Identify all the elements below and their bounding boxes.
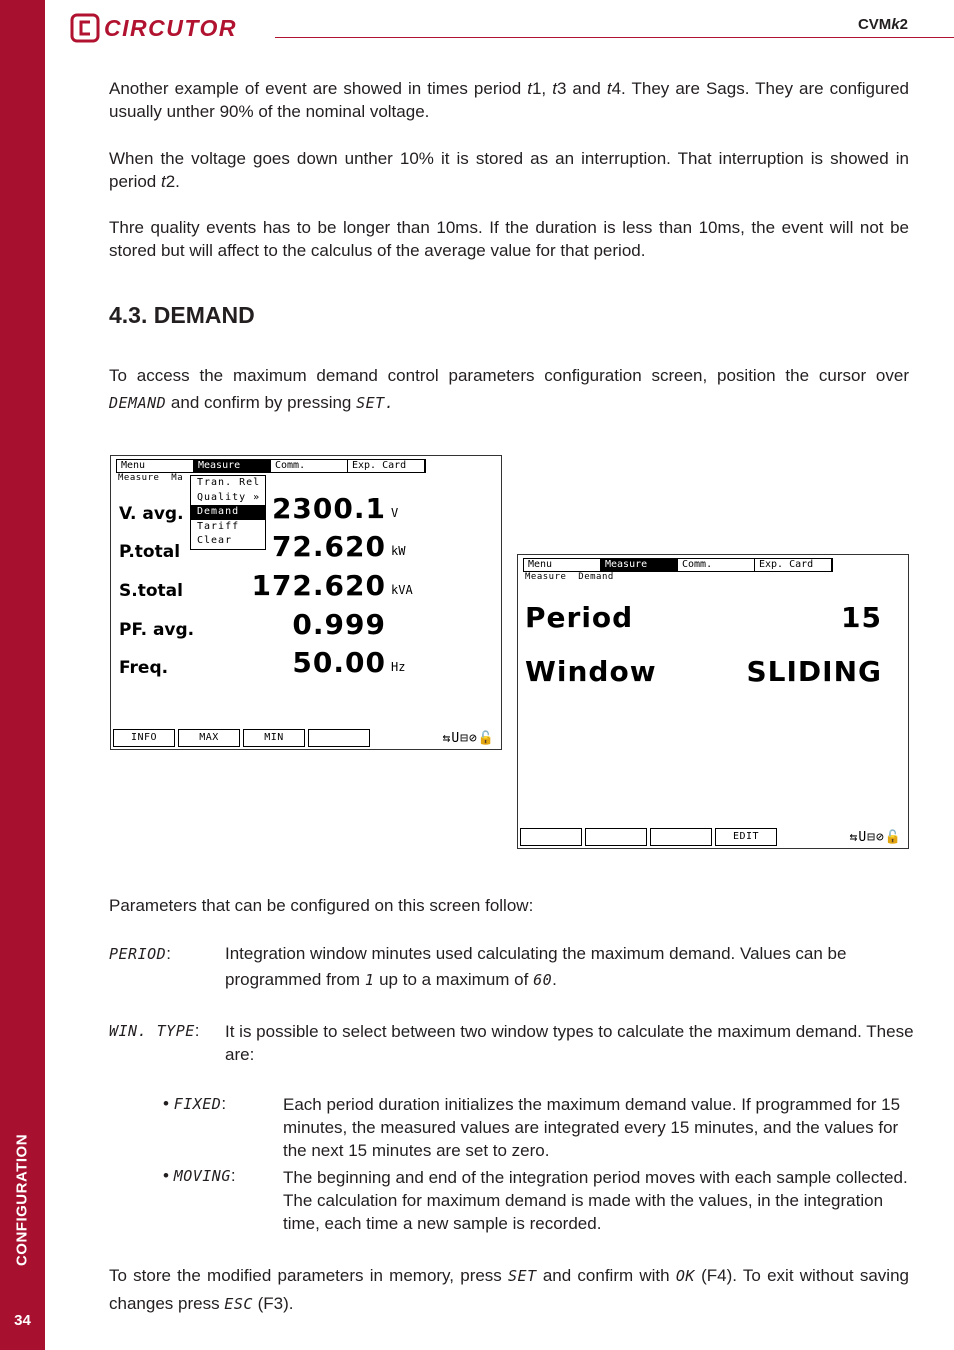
row-value-p-total: 72.620 bbox=[271, 530, 386, 563]
access-paragraph: To access the maximum demand control parameters configuration screen, position the cursor over DEMAND and confirm by pressing SET. bbox=[109, 366, 909, 412]
lcd-screen-measure bbox=[110, 455, 502, 750]
param-period-key: PERIOD: bbox=[109, 944, 171, 963]
intro-paragraph-2: When the voltage goes down unther 10% it is stored as an interruption. That interruption is showed in period t2. bbox=[109, 149, 909, 191]
row-value-s-total: 172.620 bbox=[251, 569, 386, 602]
brand-name: CIRCUTOR bbox=[104, 14, 237, 41]
status-icons: ⇆U⊟⊘🔓 bbox=[849, 830, 902, 845]
fkey-empty-3[interactable] bbox=[650, 828, 712, 846]
row-unit-s-total: kVA bbox=[391, 583, 413, 597]
lcd-breadcrumb: Measure Demand bbox=[525, 572, 614, 582]
bullet-fixed-text: Each period duration initializes the maximum demand value. If programmed for 15 minutes, the measured values are integrated every 15 minutes, and the values for the next 15 minutes are set to zero. bbox=[283, 1095, 901, 1160]
row-label-p-total: P.total bbox=[119, 542, 181, 562]
lcd-breadcrumb: Measure Ma bbox=[118, 473, 184, 483]
dropdown-item-tariff[interactable]: Tariff bbox=[197, 520, 240, 532]
row-label-v-avg: V. avg. bbox=[119, 504, 184, 524]
measure-dropdown bbox=[190, 475, 266, 550]
row-value-v-avg: 2300.1 bbox=[271, 492, 386, 525]
menu-item-menu[interactable]: Menu bbox=[524, 559, 601, 571]
dropdown-item-quality[interactable]: Quality » bbox=[197, 491, 261, 503]
sidebar bbox=[0, 0, 45, 1350]
bullet-moving-text: The beginning and end of the integration period moves with each sample collected. The calculation for maximum demand is made with the values, in the integration time, each time a new sample is recorded. bbox=[283, 1168, 908, 1233]
menu-item-exp-card[interactable]: Exp. Card bbox=[755, 559, 832, 571]
lcd-screen-demand bbox=[517, 554, 909, 849]
param-win-type-key: WIN. TYPE: bbox=[109, 1021, 200, 1040]
row-label-s-total: S.total bbox=[119, 581, 183, 601]
menu-item-menu[interactable]: Menu bbox=[117, 460, 194, 472]
fkey-edit[interactable]: EDIT bbox=[715, 828, 777, 846]
section-title: 4.3. DEMAND bbox=[109, 302, 255, 328]
page-number: 34 bbox=[14, 1312, 31, 1329]
window-value: SLIDING bbox=[746, 655, 882, 688]
lcd-menubar bbox=[116, 459, 426, 473]
intro-paragraph-3: Thre quality events has to be longer than 10ms. If the duration is less than 10ms, the event will not be stored but will affect to the calculus of the average value for that period. bbox=[109, 218, 909, 260]
dropdown-item-tran-rel[interactable]: Tran. Rel bbox=[197, 477, 261, 488]
fkey-max[interactable]: MAX bbox=[178, 729, 240, 747]
param-period-text: Integration window minutes used calculating the maximum demand. Values can be programmed from 1 up to a maximum of 60. bbox=[225, 944, 847, 989]
row-unit-freq: Hz bbox=[391, 660, 406, 674]
bullet-moving-key: • MOVING: bbox=[163, 1166, 236, 1185]
row-label-freq: Freq. bbox=[119, 658, 169, 678]
menu-item-measure[interactable]: Measure bbox=[194, 460, 271, 472]
fkey-empty-1[interactable] bbox=[520, 828, 582, 846]
model-name: CVMk2 bbox=[857, 16, 908, 33]
bullet-fixed-key: • FIXED: bbox=[163, 1094, 227, 1113]
header-rule bbox=[275, 37, 954, 38]
lcd-menubar bbox=[523, 558, 833, 572]
function-keys bbox=[113, 729, 370, 747]
menu-item-measure[interactable]: Measure bbox=[601, 559, 678, 571]
params-intro: Parameters that can be configured on this screen follow: bbox=[109, 896, 534, 915]
menu-item-exp-card[interactable]: Exp. Card bbox=[348, 460, 425, 472]
dropdown-item-demand[interactable]: Demand bbox=[191, 505, 265, 520]
fkey-empty-2[interactable] bbox=[585, 828, 647, 846]
fkey-empty[interactable] bbox=[308, 729, 370, 747]
fkey-min[interactable]: MIN bbox=[243, 729, 305, 747]
intro-paragraph-1: Another example of event are showed in times period t1, t3 and t4. They are Sags. They are configured usually unther 90% of the nominal voltage. bbox=[109, 79, 910, 121]
row-unit-p-total: kW bbox=[391, 544, 406, 558]
row-value-freq: 50.00 bbox=[292, 646, 386, 679]
param-win-type-text: It is possible to select between two window types to calculate the maximum demand. These are: bbox=[225, 1022, 914, 1064]
period-label: Period bbox=[525, 601, 634, 634]
footer-paragraph: To store the modified parameters in memory, press SET and confirm with OK (F4). To exit without saving changes press ESC (F3). bbox=[109, 1266, 909, 1313]
menu-item-comm[interactable]: Comm. bbox=[678, 559, 755, 571]
row-label-pf-avg: PF. avg. bbox=[119, 620, 195, 640]
function-keys bbox=[520, 828, 777, 846]
menu-item-comm[interactable]: Comm. bbox=[271, 460, 348, 472]
circutor-logo bbox=[70, 10, 237, 46]
window-label: Window bbox=[525, 655, 657, 688]
row-value-pf-avg: 0.999 bbox=[292, 608, 386, 641]
logo-c-icon bbox=[70, 13, 100, 43]
status-icons: ⇆U⊟⊘🔓 bbox=[442, 731, 495, 746]
period-value: 15 bbox=[841, 601, 882, 634]
row-unit-v-avg: V bbox=[391, 506, 399, 520]
fkey-info[interactable]: INFO bbox=[113, 729, 175, 747]
section-label: CONFIGURATION bbox=[13, 1133, 31, 1267]
dropdown-item-clear[interactable]: Clear bbox=[197, 535, 233, 546]
